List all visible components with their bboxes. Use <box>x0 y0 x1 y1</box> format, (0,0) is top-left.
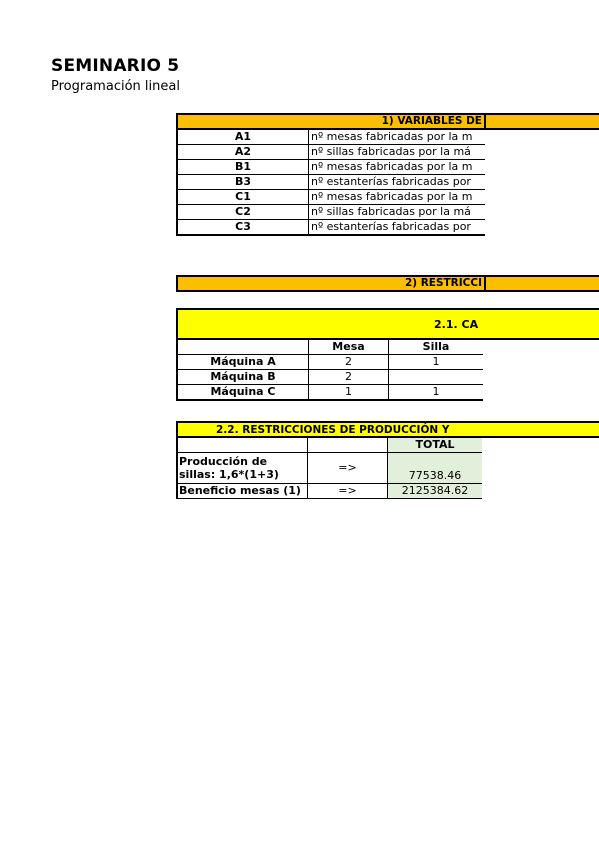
var-code: C1 <box>177 190 309 205</box>
table-row <box>177 160 485 175</box>
section22-header <box>176 421 599 438</box>
column-header-silla: Silla <box>389 340 484 355</box>
var-desc: nº mesas fabricadas por la m <box>309 190 486 205</box>
row-label-line1: Producción de <box>179 455 268 468</box>
section2-header <box>176 275 486 292</box>
page-subtitle: Programación lineal <box>51 79 180 94</box>
column-header-total: TOTAL <box>388 438 483 453</box>
section2-title: 2) RESTRICCI <box>404 277 482 289</box>
table-row <box>177 370 483 385</box>
table-header-row <box>177 340 483 355</box>
var-code: B3 <box>177 175 309 190</box>
row-label: Máquina A <box>177 355 309 370</box>
section1-header-overflow <box>486 113 599 130</box>
var-desc: nº sillas fabricadas por la má <box>309 145 486 160</box>
var-code: B1 <box>177 160 309 175</box>
section1-title: 1) VARIABLES DE <box>381 115 482 127</box>
var-desc: nº sillas fabricadas por la má <box>309 205 486 220</box>
table-row <box>177 190 485 205</box>
row-label: Beneficio mesas (1) <box>177 484 308 499</box>
var-desc: nº estanterías fabricadas por <box>309 220 486 236</box>
section22-title: 2.2. RESTRICCIONES DE PRODUCCIÓN Y <box>216 424 450 436</box>
table-row <box>177 355 483 370</box>
column-header-mesa: Mesa <box>309 340 389 355</box>
variables-table <box>176 129 485 236</box>
var-desc: nº mesas fabricadas por la m <box>309 130 486 145</box>
var-desc: nº estanterías fabricadas por <box>309 175 486 190</box>
section2-header-overflow <box>486 275 599 292</box>
table-row <box>177 205 485 220</box>
cell-mesa: 1 <box>309 385 389 401</box>
row-label-line2: sillas: 1,6*(1+3) <box>179 468 279 481</box>
row-label: Máquina C <box>177 385 309 401</box>
table-header-row <box>177 438 482 453</box>
table-row <box>177 453 482 484</box>
var-code: A2 <box>177 145 309 160</box>
var-code: A1 <box>177 130 309 145</box>
table-row <box>177 385 483 401</box>
var-code: C3 <box>177 220 309 236</box>
table-row <box>177 145 485 160</box>
table-row <box>177 484 482 499</box>
total-value: 2125384.62 <box>388 484 483 499</box>
corner-cell <box>308 438 388 453</box>
row-label: Máquina B <box>177 370 309 385</box>
table-row <box>177 220 485 236</box>
row-label <box>177 453 308 484</box>
production-table <box>176 437 482 499</box>
section21-header <box>176 308 599 340</box>
arrow-cell: => <box>308 484 388 499</box>
cell-mesa: 2 <box>309 370 389 385</box>
var-code: C2 <box>177 205 309 220</box>
page-title: SEMINARIO 5 <box>51 56 180 76</box>
capacity-table <box>176 339 483 401</box>
cell-silla: 1 <box>389 355 484 370</box>
corner-cell <box>177 438 308 453</box>
table-row <box>177 175 485 190</box>
section21-title: 2.1. CA <box>434 318 479 331</box>
corner-cell <box>177 340 309 355</box>
table-row <box>177 130 485 145</box>
cell-mesa: 2 <box>309 355 389 370</box>
total-value: 77538.46 <box>388 453 483 484</box>
arrow-cell: => <box>308 453 388 484</box>
var-desc: nº mesas fabricadas por la m <box>309 160 486 175</box>
cell-silla <box>389 370 484 385</box>
section1-header <box>176 113 486 130</box>
cell-silla: 1 <box>389 385 484 401</box>
